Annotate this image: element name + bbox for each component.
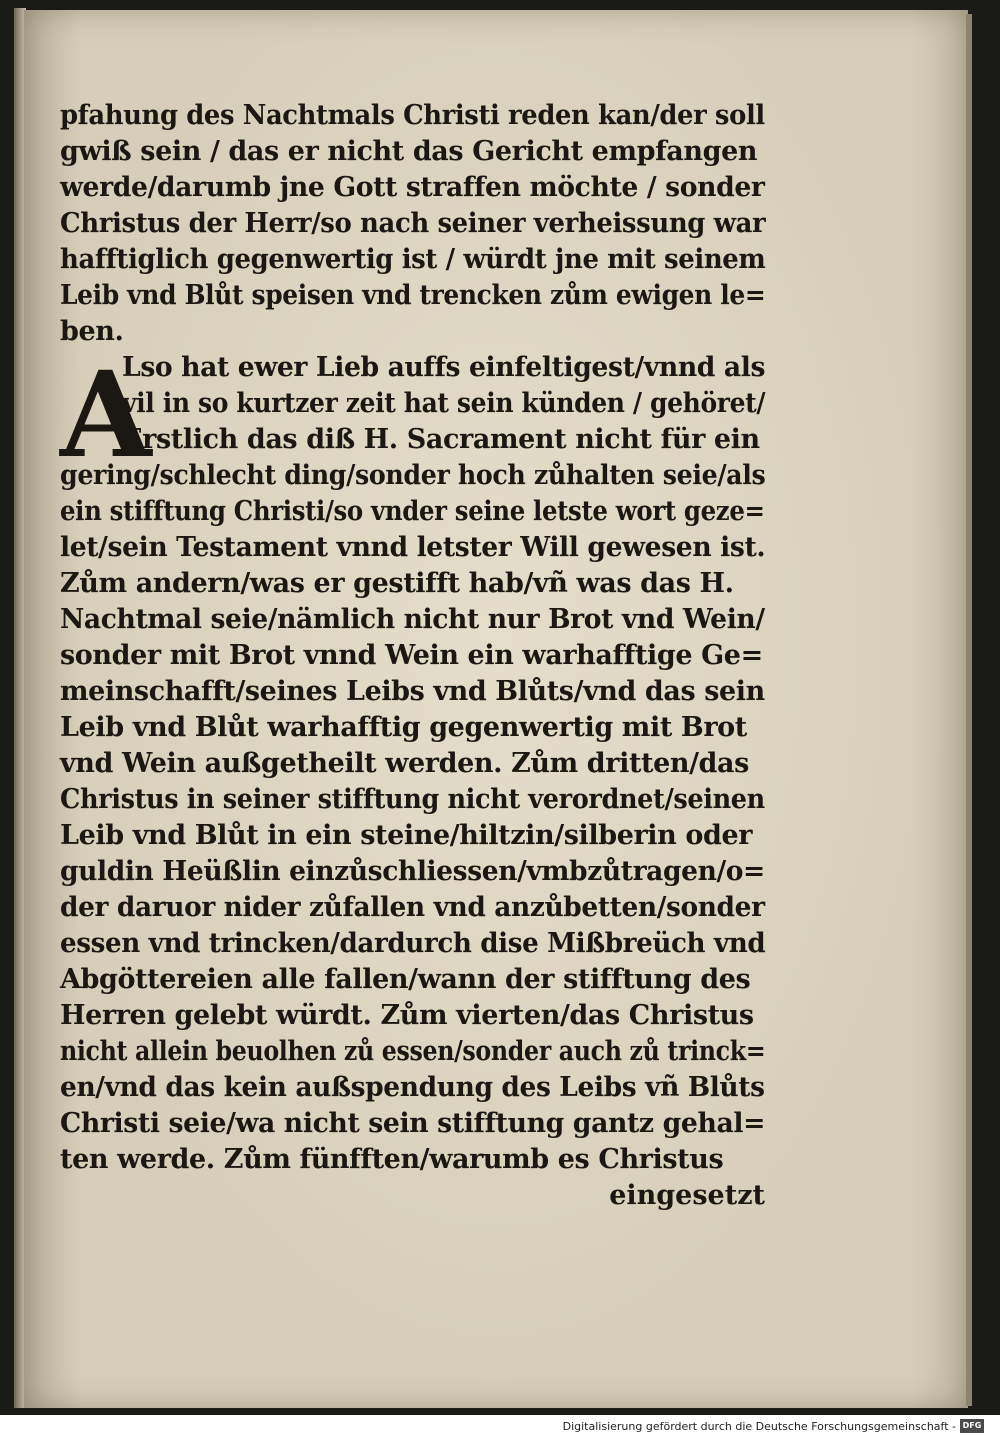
text-line: guldin Heüßlin einzůschliessen/vmbzůtragen/o= <box>60 856 765 887</box>
text-line: Leib vnd Blůt warhafftig gegenwertig mit Brot <box>60 712 747 743</box>
text-line: Christus in seiner stifftung nicht verordnet/seinen <box>60 784 765 815</box>
text-line: essen vnd trincken/dardurch dise Mißbreüch vnd <box>60 928 766 959</box>
book-page <box>24 10 968 1408</box>
dfg-logo-icon: DFG <box>960 1419 984 1433</box>
text-line: vil in so kurtzer zeit hat sein künden / gehöret/ <box>122 388 766 419</box>
text-line: vnd Wein außgetheilt werden. Zům dritten/das <box>60 748 749 779</box>
text-line: Lso hat ewer Lieb auffs einfeltigest/vnnd als <box>122 352 766 383</box>
text-line: Nachtmal seie/nämlich nicht nur Brot vnd Wein/ <box>60 604 765 635</box>
text-line: Leib vnd Blůt speisen vnd trencken zům ewigen le= <box>60 280 766 311</box>
footer-credit: Digitalisierung gefördert durch die Deutsche Forschungsgemeinschaft - <box>562 1420 956 1433</box>
drop-cap-initial: A <box>60 345 152 484</box>
text-line: werde/darumb jne Gott straffen möchte / sonder <box>60 172 765 203</box>
text-line: Zům andern/was er gestifft hab/vñ was das H. <box>60 568 734 599</box>
text-line: en/vnd das kein außspendung des Leibs vñ Blůts <box>60 1072 765 1103</box>
text-line: nicht allein beuolhen zů essen/sonder auch zů trinck= <box>60 1036 766 1067</box>
text-line: sonder mit Brot vnnd Wein ein warhafftige Ge= <box>60 640 763 671</box>
text-line: meinschafft/seines Leibs vnd Blůts/vnd das sein <box>60 676 765 707</box>
text-line: let/sein Testament vnnd letster Will gewesen ist. <box>60 532 766 563</box>
page-right-edge <box>966 14 972 1406</box>
text-line: Herren gelebt würdt. Zům vierten/das Christus <box>60 1000 754 1031</box>
text-line: Abgöttereien alle fallen/wann der stifftung des <box>60 964 751 995</box>
text-line: ten werde. Zům fünfften/warumb es Christus <box>60 1144 724 1175</box>
text-line: Christus der Herr/so nach seiner verheissung war <box>60 208 766 239</box>
footer-bar <box>0 1415 1000 1439</box>
text-line: ein stifftung Christi/so vnder seine letste wort geze= <box>60 496 765 527</box>
text-line: Erstlich das diß H. Sacrament nicht für ein <box>122 424 760 455</box>
text-line: hafftiglich gegenwertig ist / würdt jne mit seinem <box>60 244 766 275</box>
text-line: gering/schlecht ding/sonder hoch zůhalten seie/als <box>60 460 766 491</box>
catchword: eingesetzt <box>609 1180 765 1211</box>
text-line: Christi seie/wa nicht sein stifftung gantz gehal= <box>60 1108 766 1139</box>
text-line: ben. <box>60 316 124 347</box>
text-line: gwiß sein / das er nicht das Gericht empfangen <box>60 136 758 167</box>
text-line: der daruor nider zůfallen vnd anzůbetten/sonder <box>60 892 765 923</box>
text-line: pfahung des Nachtmals Christi reden kan/der soll <box>60 100 765 131</box>
text-line: Leib vnd Blůt in ein steine/hiltzin/silberin oder <box>60 820 753 851</box>
